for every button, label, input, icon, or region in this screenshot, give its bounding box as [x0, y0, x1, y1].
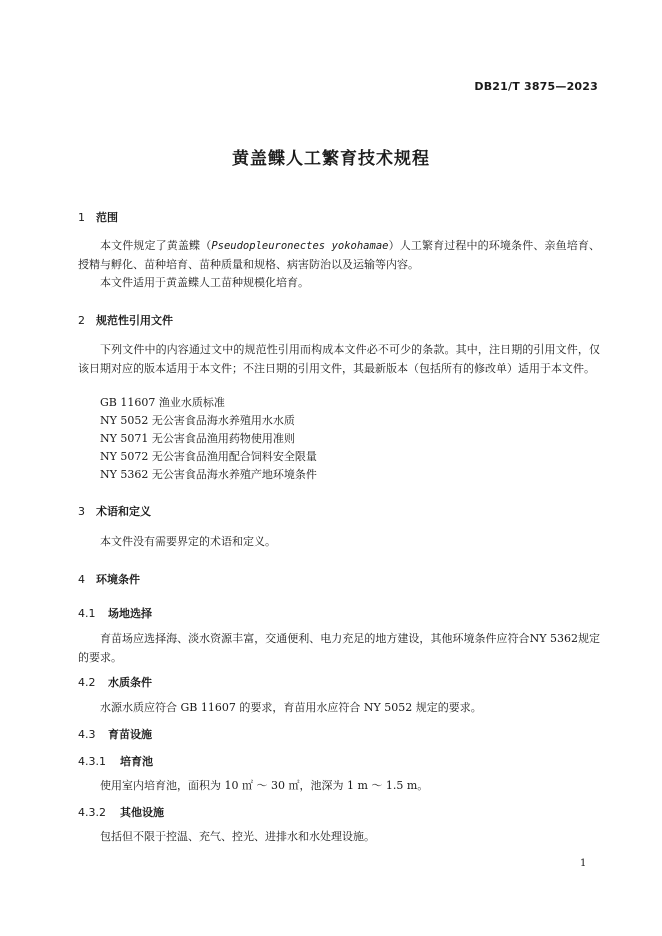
section-4-3-heading [78, 726, 152, 742]
section-title: 范围 [96, 211, 118, 224]
section-4-3-1-paragraph: 使用室内培育池，面积为 10 ㎡ ～ 30 ㎡，池深为 1 m ～ 1.5 m。 [100, 779, 429, 792]
section-title: 培育池 [120, 755, 153, 768]
section-number: 4.3.1 [78, 755, 106, 768]
section-title: 育苗设施 [108, 728, 152, 741]
document-title: 黄盖鲽人工繁育技术规程 [232, 149, 430, 169]
scientific-name: Pseudopleuronectes yokohamae [211, 240, 389, 252]
section-4-3-2-paragraph: 包括但不限于控温、充气、控光、进排水和水处理设施。 [100, 830, 375, 843]
section-title: 规范性引用文件 [96, 314, 173, 327]
section-3-heading [78, 503, 151, 519]
section-2-paragraph-1: 下列文件中的内容通过文中的规范性引用而构成本文件必不可少的条款。其中，注日期的引用文件，仅该日期对应的版本适用于本文件；不注日期的引用文件，其最新版本（包括所有的修改单）适用于本文件。 [78, 343, 600, 375]
section-2-heading [78, 312, 173, 328]
section-number: 2 [78, 314, 85, 327]
page-number: 1 [580, 858, 587, 869]
section-3-paragraph-1: 本文件没有需要界定的术语和定义。 [100, 535, 276, 548]
section-number: 3 [78, 505, 85, 518]
reference-item: GB 11607 渔业水质标准 [100, 396, 225, 409]
section-4-heading [78, 571, 140, 587]
section-title: 水质条件 [108, 676, 152, 689]
paragraph-text: ）人工繁育过程中的环境条件、亲鱼培育、授精与孵化、苗种培育、苗种质量和规格、病害防治以及运输等内容。 [78, 239, 600, 271]
section-4-2-heading [78, 674, 152, 690]
section-number: 4.3.2 [78, 806, 106, 819]
section-4-3-1-heading [78, 753, 153, 769]
standard-number: DB21/T 3875—2023 [474, 80, 598, 93]
section-4-1-paragraph: 育苗场应选择海、淡水资源丰富，交通便利、电力充足的地方建设，其他环境条件应符合NY 5362规定的要求。 [78, 632, 600, 664]
section-number: 4 [78, 573, 85, 586]
section-number: 4.3 [78, 728, 96, 741]
reference-item: NY 5052 无公害食品海水养殖用水水质 [100, 414, 295, 427]
section-1-paragraph-2: 本文件适用于黄盖鲽人工苗种规模化培育。 [100, 276, 309, 289]
section-4-1-heading [78, 605, 152, 621]
paragraph-text: 本文件规定了黄盖鲽（ [100, 239, 212, 252]
reference-item: NY 5072 无公害食品渔用配合饲料安全限量 [100, 450, 317, 463]
reference-item: NY 5362 无公害食品海水养殖产地环境条件 [100, 468, 317, 481]
section-number: 4.1 [78, 607, 96, 620]
section-title: 其他设施 [120, 806, 164, 819]
section-number: 1 [78, 211, 85, 224]
reference-item: NY 5071 无公害食品渔用药物使用准则 [100, 432, 295, 445]
section-4-2-paragraph: 水源水质应符合 GB 11607 的要求，育苗用水应符合 NY 5052 规定的要求。 [100, 701, 482, 714]
section-title: 环境条件 [96, 573, 140, 586]
section-1-paragraph-1 [78, 237, 600, 274]
section-1-heading [78, 209, 118, 225]
section-number: 4.2 [78, 676, 96, 689]
section-title: 场地选择 [108, 607, 152, 620]
section-title: 术语和定义 [96, 505, 151, 518]
section-4-3-2-heading [78, 804, 164, 820]
